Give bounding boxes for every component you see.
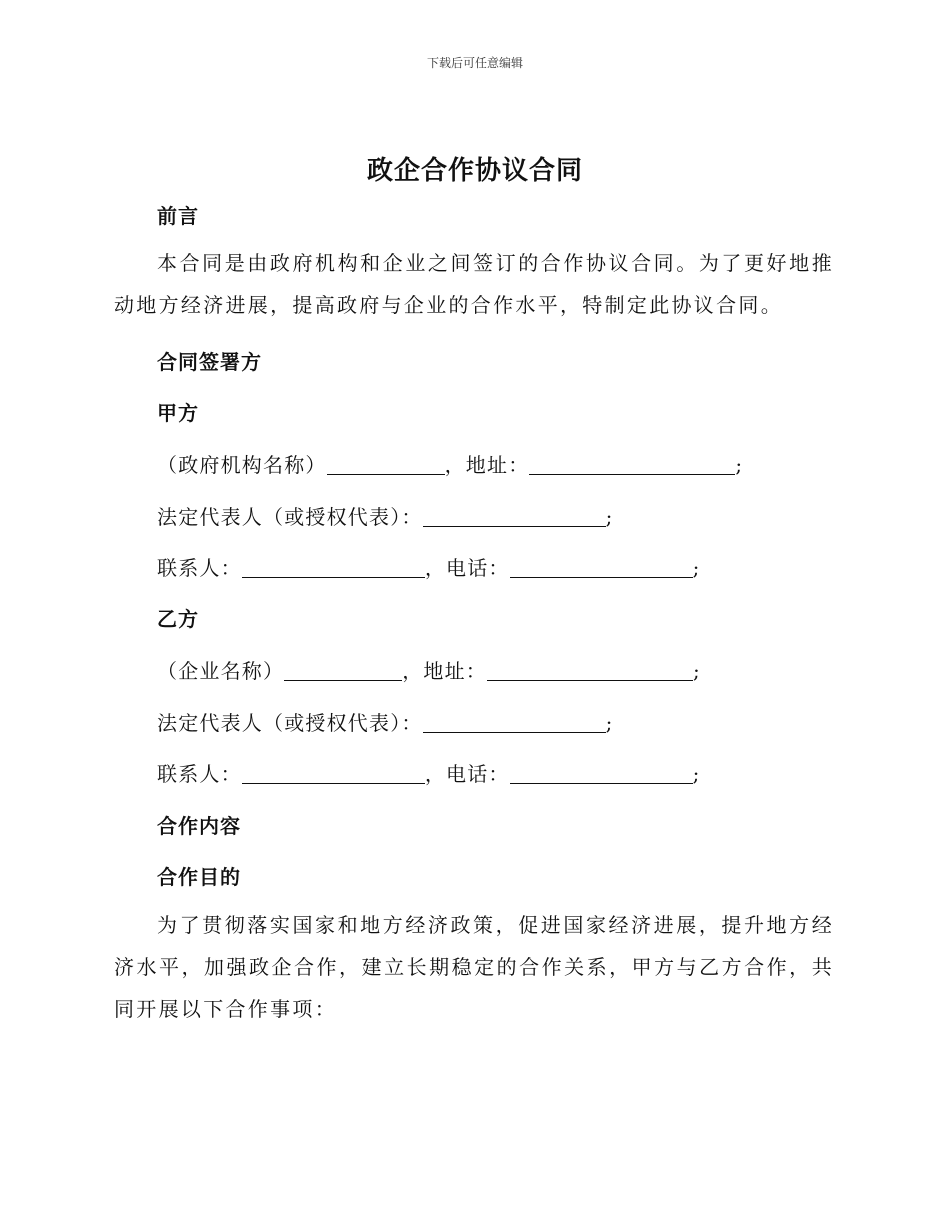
preface-paragraph: 本合同是由政府机构和企业之间签订的合作协议合同。为了更好地推动地方经济进展，提高政府与企业的合作水平，特制定此协议合同。 <box>114 251 834 317</box>
party-b-name-row <box>157 655 701 684</box>
purpose-heading: 合作目的 <box>157 865 241 889</box>
party-b-contact-field[interactable] <box>242 763 425 784</box>
party-a-heading: 甲方 <box>157 401 199 425</box>
party-a-name-label: （政府机构名称） <box>157 453 327 477</box>
party-b-contact-row <box>157 758 701 787</box>
party-a-phone-field[interactable] <box>510 557 693 578</box>
party-a-representative-end: ; <box>605 505 614 529</box>
page-header-note: 下载后可任意编辑 <box>426 56 523 70</box>
party-b-phone-label: ，电话： <box>424 762 510 786</box>
party-b-representative-field[interactable] <box>423 712 606 733</box>
party-a-contact-label: 联系人： <box>157 556 242 580</box>
party-a-name-field[interactable] <box>327 454 445 475</box>
parties-heading: 合同签署方 <box>157 350 262 374</box>
party-a-contact-field[interactable] <box>242 557 425 578</box>
party-b-representative-label: 法定代表人（或授权代表）： <box>157 711 423 735</box>
party-a-name-row <box>157 449 743 478</box>
party-a-representative-field[interactable] <box>423 506 606 527</box>
party-b-representative-end: ; <box>605 711 614 735</box>
document-title: 政企合作协议合同 <box>366 156 583 186</box>
party-b-heading: 乙方 <box>157 607 199 631</box>
party-b-contact-end: ; <box>692 762 701 786</box>
party-a-representative-label: 法定代表人（或授权代表）： <box>157 505 423 529</box>
party-b-name-label: （企业名称） <box>157 659 285 683</box>
party-b-address-label: ，地址： <box>402 659 488 683</box>
party-a-contact-row <box>157 552 701 581</box>
party-b-phone-field[interactable] <box>510 763 693 784</box>
preface-heading: 前言 <box>157 204 199 228</box>
party-a-name-row-end: ; <box>735 453 744 477</box>
party-a-contact-end: ; <box>692 556 701 580</box>
party-a-address-label: ，地址： <box>444 453 530 477</box>
party-b-name-row-end: ; <box>693 659 701 683</box>
party-b-contact-label: 联系人： <box>157 762 242 786</box>
party-b-address-field[interactable] <box>487 660 693 681</box>
cooperation-heading: 合作内容 <box>157 814 241 838</box>
purpose-paragraph: 为了贯彻落实国家和地方经济政策，促进国家经济进展，提升地方经济水平，加强政企合作，建立长期稳定的合作关系，甲方与乙方合作，共同开展以下合作事项： <box>114 913 834 1021</box>
party-a-phone-label: ，电话： <box>424 556 510 580</box>
party-b-name-field[interactable] <box>284 660 402 681</box>
party-a-representative-row <box>157 501 614 530</box>
party-a-address-field[interactable] <box>529 454 735 475</box>
party-b-representative-row <box>157 707 614 736</box>
